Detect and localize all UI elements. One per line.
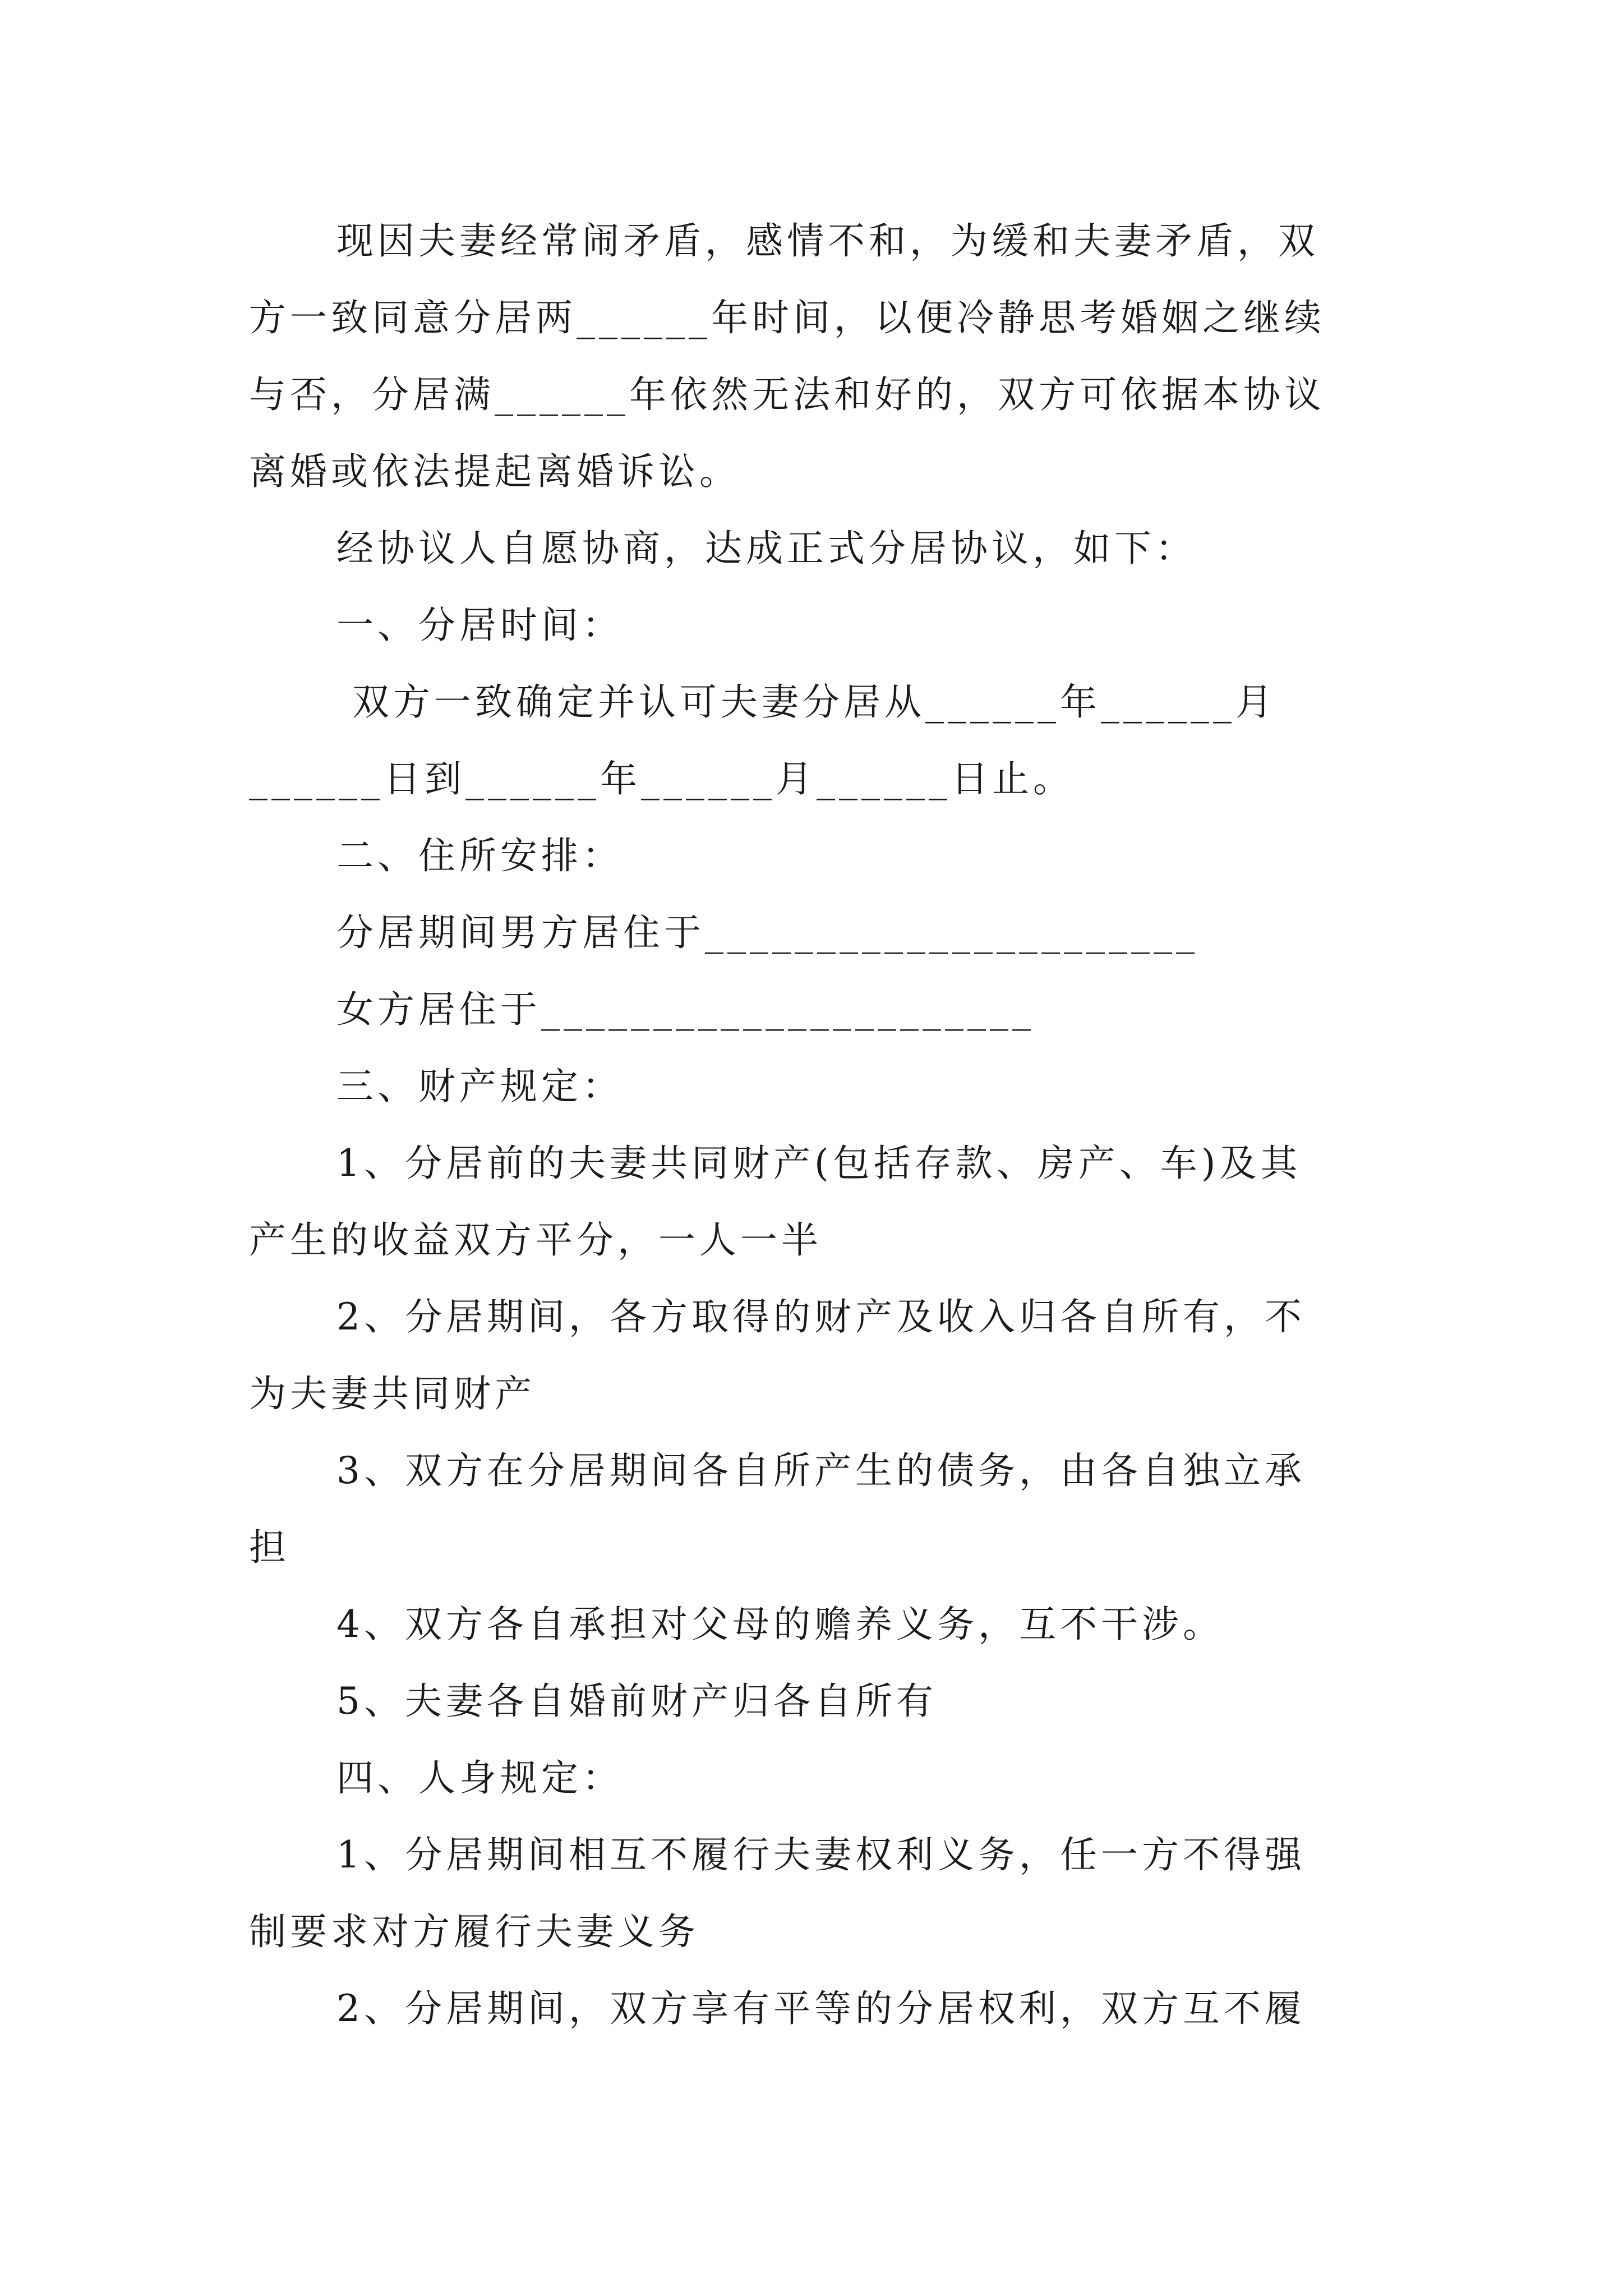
text-line: 2、分居期间，各方取得的财产及收入归各自所有，不 — [336, 1295, 1306, 1338]
text-line: 1、分居期间相互不履行夫妻权利义务，任一方不得强 — [336, 1833, 1306, 1876]
text-line: 女方居住于______________________ — [336, 988, 1035, 1031]
section-heading: 四、人身规定： — [336, 1756, 623, 1800]
section-heading: 三、财产规定： — [336, 1065, 623, 1108]
text-line: 2、分居期间，双方享有平等的分居权利，双方互不履 — [336, 1987, 1306, 2030]
text-line: 担 — [249, 1526, 290, 1569]
text-line: 为夫妻共同财产 — [249, 1372, 536, 1415]
section-heading: 二、住所安排： — [336, 834, 623, 877]
text-line: 3、双方在分居期间各自所产生的债务，由各自独立承 — [336, 1449, 1306, 1492]
text-line: 制要求对方履行夫妻义务 — [249, 1910, 699, 1953]
text-line: 5、夫妻各自婚前财产归各自所有 — [336, 1680, 937, 1723]
text-line: 现因夫妻经常闹矛盾，感情不和，为缓和夫妻矛盾，双 — [336, 219, 1319, 263]
section-heading: 一、分居时间： — [336, 604, 623, 647]
text-line: 1、分居前的夫妻共同财产(包括存款、房产、车)及其 — [336, 1142, 1302, 1185]
text-line: 产生的收益双方平分，一人一半 — [249, 1218, 822, 1262]
text-line: 方一致同意分居两______年时间，以便冷静思考婚姻之继续 — [249, 296, 1325, 339]
text-line: ______日到______年______月______日止。 — [249, 757, 1074, 800]
text-line: 4、双方各自承担对父母的赡养义务，互不干涉。 — [336, 1603, 1224, 1646]
text-line: 离婚或依法提起离婚诉讼。 — [249, 450, 740, 493]
text-line: 与否，分居满______年依然无法和好的，双方可依据本协议 — [249, 373, 1325, 416]
text-line: 经协议人自愿协商，达成正式分居协议，如下： — [336, 527, 1196, 570]
text-line: 双方一致确定并认可夫妻分居从______年______月 — [336, 680, 1276, 724]
text-line: 分居期间男方居住于______________________ — [336, 911, 1198, 954]
